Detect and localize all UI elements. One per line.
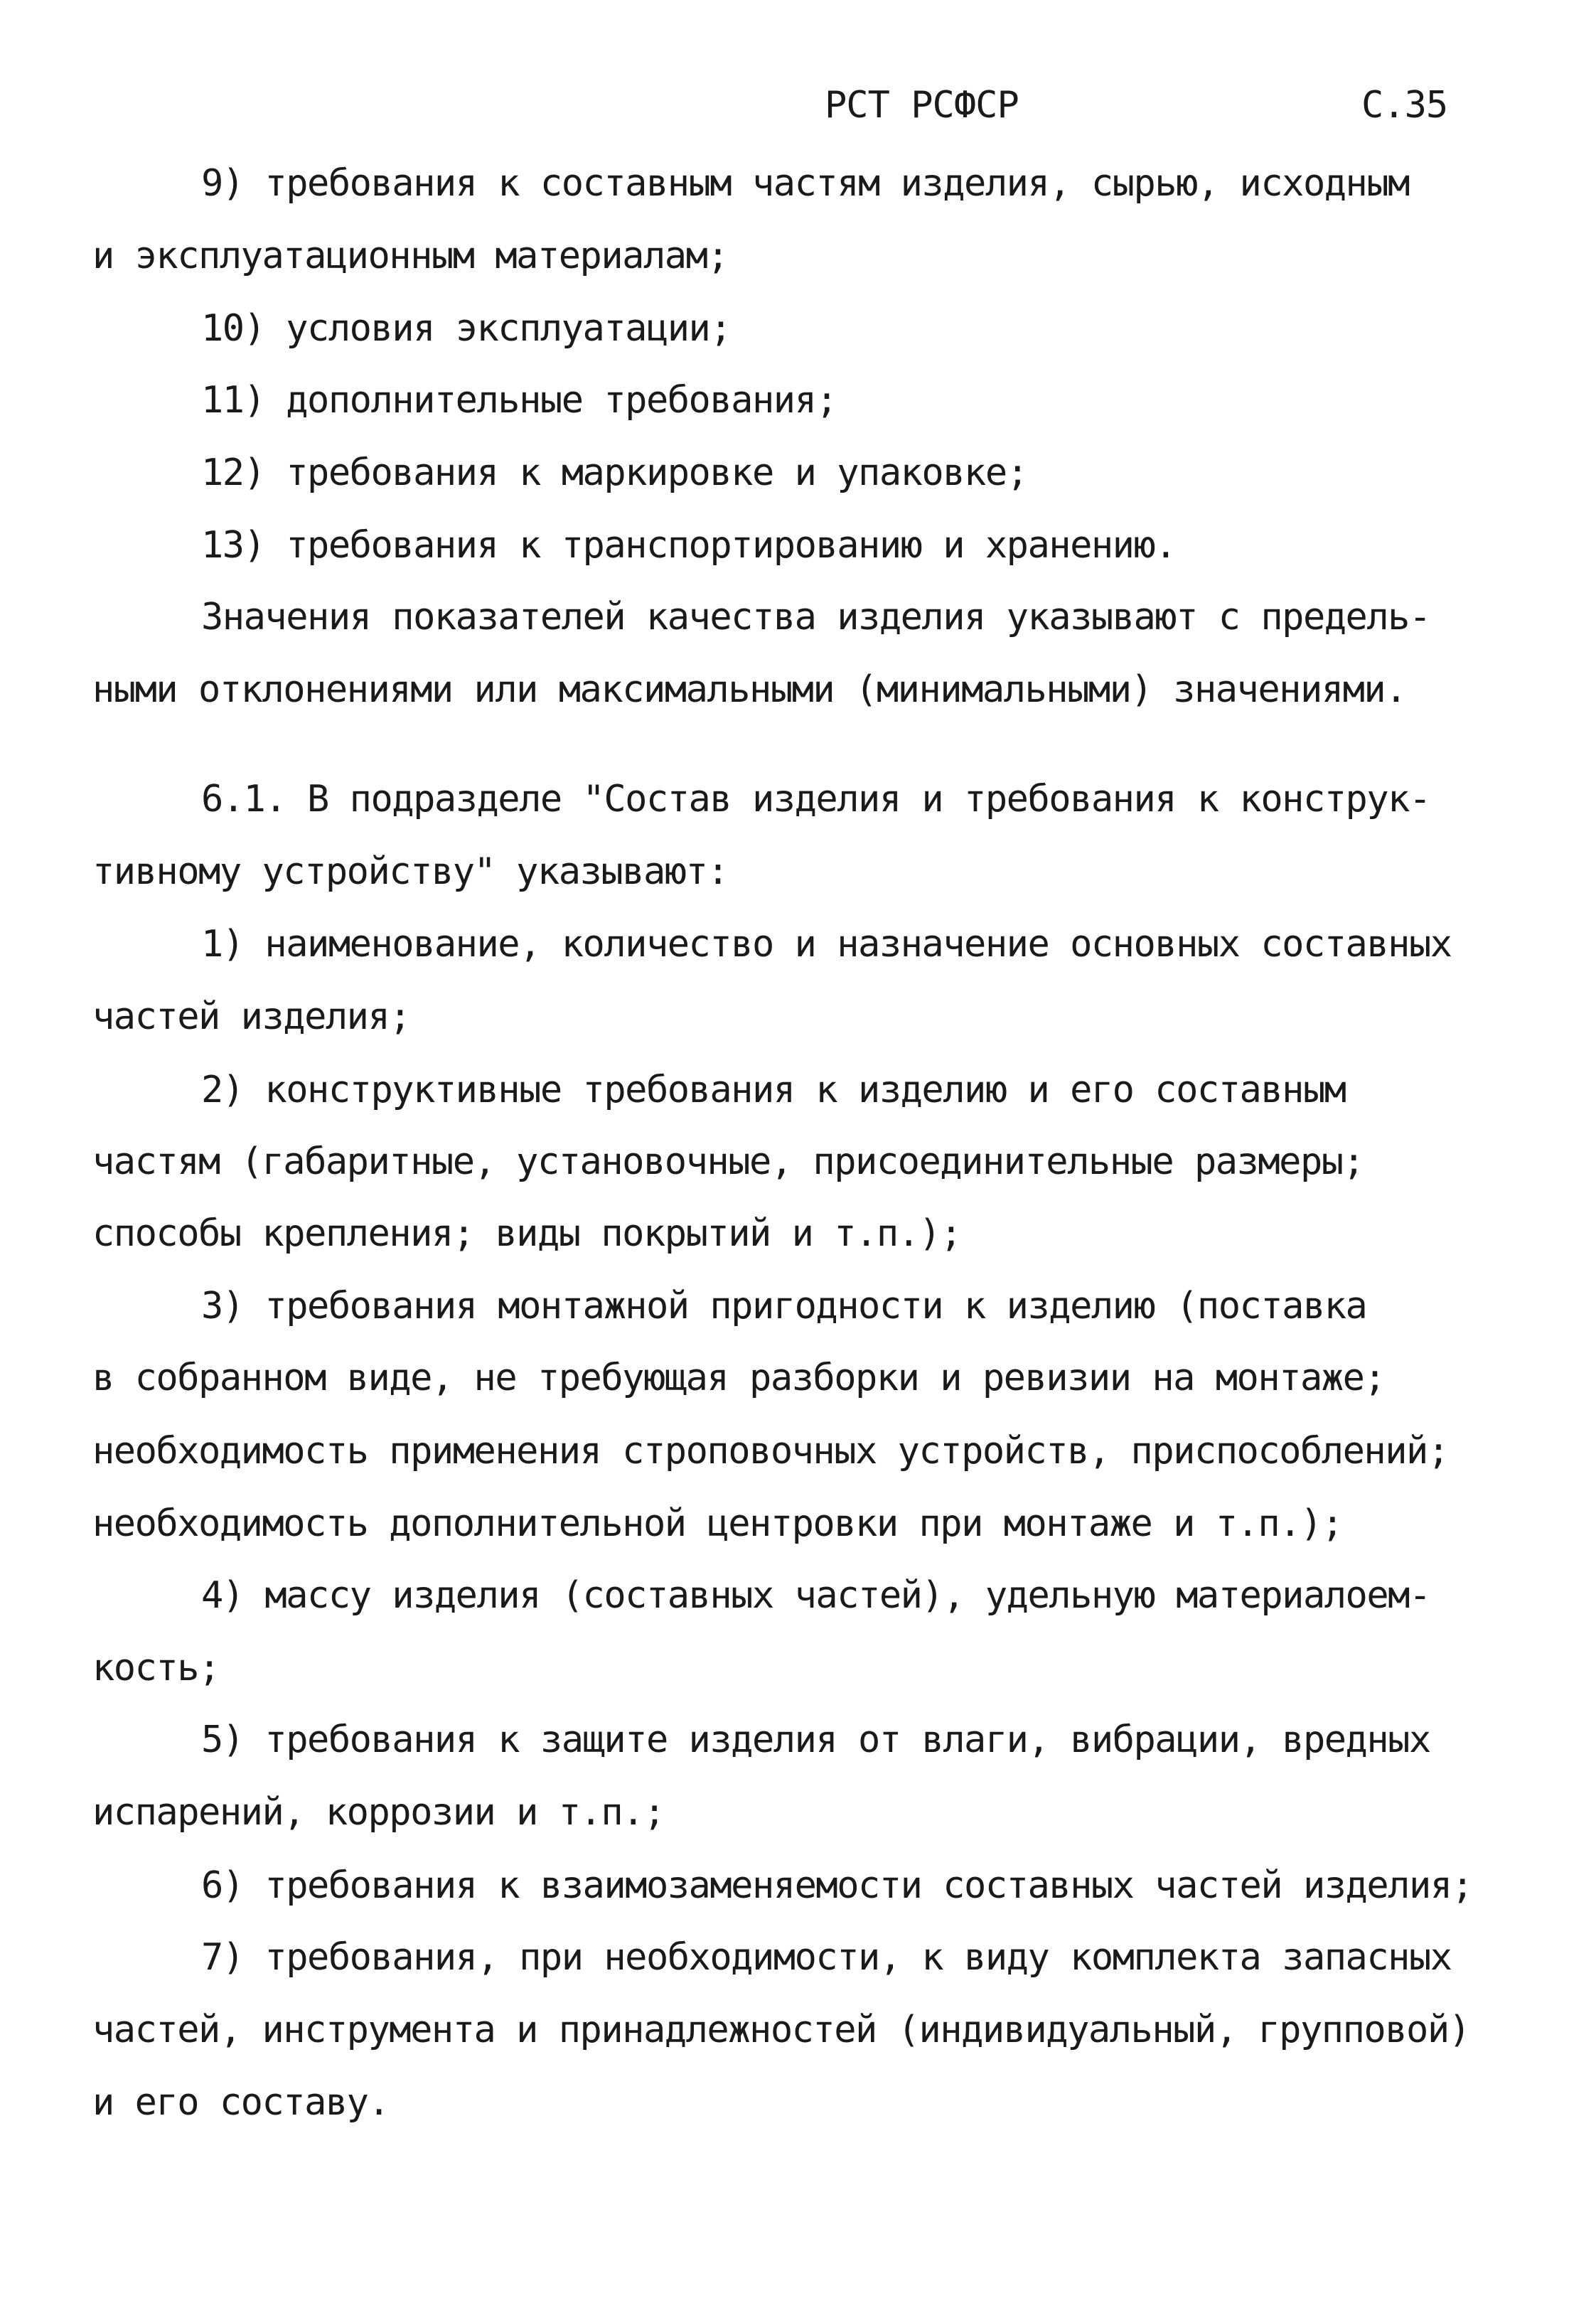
text-line: частям (габаритные, установочные, присоединительные размеры; [92,1140,1364,1183]
text-line: необходимость дополнительной центровки при монтаже и т.п.); [92,1502,1343,1545]
text-line: 11) дополнительные требования; [201,379,837,422]
text-line: 10) условия эксплуатации; [201,307,732,350]
text-line: в собранном виде, не требующая разборки и ревизии на монтаже; [92,1357,1386,1399]
text-line: частей изделия; [92,995,411,1038]
text-line: 7) требования, при необходимости, к виду комплекта запасных [201,1936,1452,1979]
text-line: частей, инструмента и принадлежностей (индивидуальный, групповой) [92,2009,1470,2051]
text-line: 9) требования к составным частям изделия, сырью, исходным [201,162,1409,205]
text-line: 1) наименование, количество и назначение основных составных [201,923,1452,966]
standard-header: РСТ РСФСР [825,84,1019,127]
text-line: необходимость применения строповочных устройств, приспособлений; [92,1430,1449,1473]
text-line: и эксплуатационным материалам; [92,235,729,277]
text-line: способы крепления; виды покрытий и т.п.); [92,1212,962,1255]
text-line: кость; [92,1647,220,1689]
page-number: С.35 [1361,84,1448,127]
text-line: испарений, коррозии и т.п.; [92,1791,665,1834]
text-line: 3) требования монтажной пригодности к изделию (поставка [201,1285,1367,1327]
text-line: ными отклонениями или максимальными (минимальными) значениями. [92,668,1407,711]
text-line: 2) конструктивные требования к изделию и его составным [201,1069,1346,1111]
text-line: 6.1. В подразделе "Состав изделия и требования к конструк- [201,778,1430,821]
text-line: 6) требования к взаимозаменяемости составных частей изделия; [201,1864,1473,1907]
text-line: Значения показателей качества изделия указывают с предель- [201,596,1430,638]
text-line: 12) требования к маркировке и упаковке; [201,451,1028,494]
text-line: 13) требования к транспортированию и хранению. [201,524,1177,567]
text-line: и его составу. [92,2081,390,2124]
text-line: тивному устройству" указывают: [92,850,729,893]
text-line: 5) требования к защите изделия от влаги, вибрации, вредных [201,1719,1430,1761]
text-line: 4) массу изделия (составных частей), удельную материалоем- [201,1574,1430,1617]
